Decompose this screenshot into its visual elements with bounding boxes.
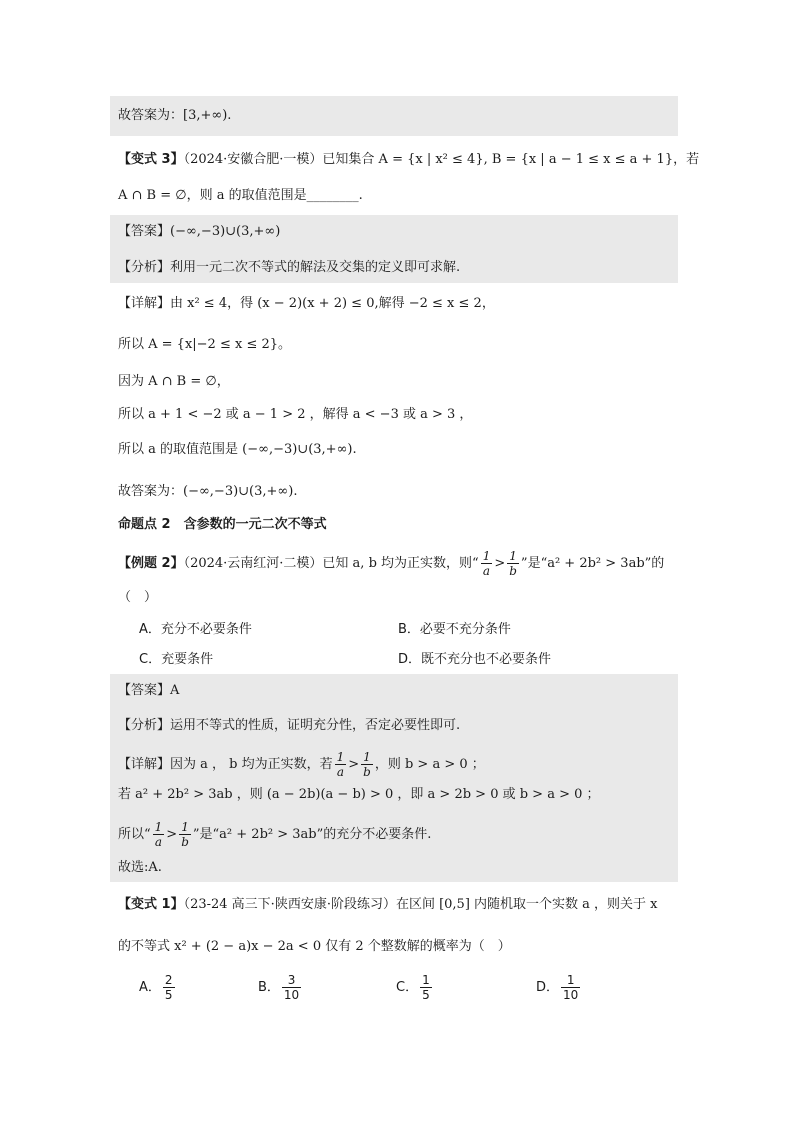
- example2-tag: 【例题 2】: [118, 556, 184, 571]
- answer-line: 【答案】(−∞,−3)∪(3,+∞): [118, 224, 281, 239]
- analysis-line-2: 【分析】运用不等式的性质，证明充分性，否定必要性即可.: [118, 718, 461, 733]
- example2-question: [118, 549, 664, 578]
- variant1-question-cont: 的不等式 x² + (2 − a)x − 2a < 0 仅有 2 个整数解的概率为（ ）: [118, 939, 511, 954]
- conclusion-post: ”是“a² + 2b² > 3ab”的充分不必要条件.: [192, 827, 432, 842]
- answer-line-2: 【答案】A: [118, 683, 180, 698]
- solution-line-d: 所以 a 的取值范围是 (−∞,−3)∪(3,+∞).: [118, 442, 357, 457]
- option-q3-a[interactable]: [139, 973, 177, 1002]
- option-d[interactable]: D．既不充分也不必要条件: [398, 652, 552, 667]
- option-letter: A．: [139, 980, 161, 995]
- variant3-tag: 【变式 3】: [118, 152, 184, 167]
- final-answer-line: 故答案为：[3,+∞).: [118, 108, 232, 123]
- option-q3-d[interactable]: [536, 973, 582, 1002]
- solution-line-e: 故答案为：(−∞,−3)∪(3,+∞).: [118, 484, 298, 499]
- example2-paren: （ ）: [118, 590, 158, 605]
- option-letter: C．: [396, 980, 419, 995]
- option-fraction: $\frac{2}{5}$: [164, 973, 173, 1002]
- option-letter: B．: [258, 980, 280, 995]
- conclusion-pre: 所以“: [118, 827, 151, 842]
- option-c[interactable]: C．充要条件: [139, 652, 214, 667]
- option-letter: D．: [536, 980, 560, 995]
- example2-text-pre: （2024·云南红河·二模）已知 a, b 均为正实数，则“: [183, 556, 479, 571]
- detail-line: 【详解】由 x² ≤ 4，得 (x − 2)(x + 2) ≤ 0,解得 −2 ≤ x ≤ 2，: [118, 296, 495, 311]
- fraction-1-over-b: $\frac{1}{b}$: [509, 549, 517, 578]
- solution-line-f: 若 a² + 2b² > 3ab ，则 (a − 2b)(a − b) > 0 ，即 a > 2b > 0 或 b > a > 0 ；: [118, 787, 600, 802]
- detail-line-2: [118, 750, 485, 779]
- option-q3-b[interactable]: [258, 973, 303, 1002]
- variant1-text: （23-24 高三下·陕西安康·阶段练习）在区间 [0,5] 内随机取一个实数 a ，则关于 x: [183, 897, 658, 912]
- analysis-line: 【分析】利用一元二次不等式的解法及交集的定义即可求解.: [118, 260, 461, 275]
- section-heading: 命题点 2 含参数的一元二次不等式: [118, 517, 327, 532]
- fraction-1-over-b: $\frac{1}{b}$: [363, 750, 371, 779]
- choice-line: 故选:A.: [118, 860, 162, 875]
- fraction-1-over-b: $\frac{1}{b}$: [181, 820, 189, 849]
- fraction-1-over-a: $\frac{1}{a}$: [482, 549, 491, 578]
- detail-text-pre: 【详解】因为 a ， b 均为正实数，若: [118, 757, 333, 772]
- fraction-1-over-a: $\frac{1}{a}$: [154, 820, 163, 849]
- solution-line-c: 所以 a + 1 < −2 或 a − 1 > 2 ，解得 a < −3 或 a > 3 ，: [118, 407, 473, 422]
- option-fraction: $\frac{3}{10}$: [283, 973, 300, 1002]
- option-a[interactable]: A．充分不必要条件: [139, 622, 252, 637]
- variant1-tag: 【变式 1】: [118, 897, 184, 912]
- solution-line-a: 所以 A = {x|−2 ≤ x ≤ 2}。: [118, 337, 292, 352]
- gt-sign: >: [348, 757, 360, 772]
- fraction-1-over-a: $\frac{1}{a}$: [336, 750, 345, 779]
- option-q3-c[interactable]: [396, 973, 434, 1002]
- variant1-question: [118, 896, 658, 914]
- variant3-text: （2024·安徽合肥·一模）已知集合 A = {x | x² ≤ 4}, B = {x | a − 1 ≤ x ≤ a + 1}，若: [183, 152, 700, 167]
- option-b[interactable]: B．必要不充分条件: [398, 622, 511, 637]
- gt-sign: >: [494, 556, 506, 571]
- solution-line-b: 因为 A ∩ B = ∅，: [118, 374, 230, 389]
- variant3-question: [118, 151, 699, 169]
- gt-sign: >: [166, 827, 178, 842]
- example2-text-mid: ”是“a² + 2b² > 3ab”的: [520, 556, 665, 571]
- variant3-question-cont: A ∩ B = ∅，则 a 的取值范围是________.: [118, 188, 363, 203]
- solution-line-g: [118, 820, 431, 849]
- detail-text-post: ，则 b > a > 0 ；: [374, 757, 485, 772]
- option-fraction: $\frac{1}{5}$: [422, 973, 430, 1002]
- option-fraction: $\frac{1}{10}$: [563, 973, 579, 1002]
